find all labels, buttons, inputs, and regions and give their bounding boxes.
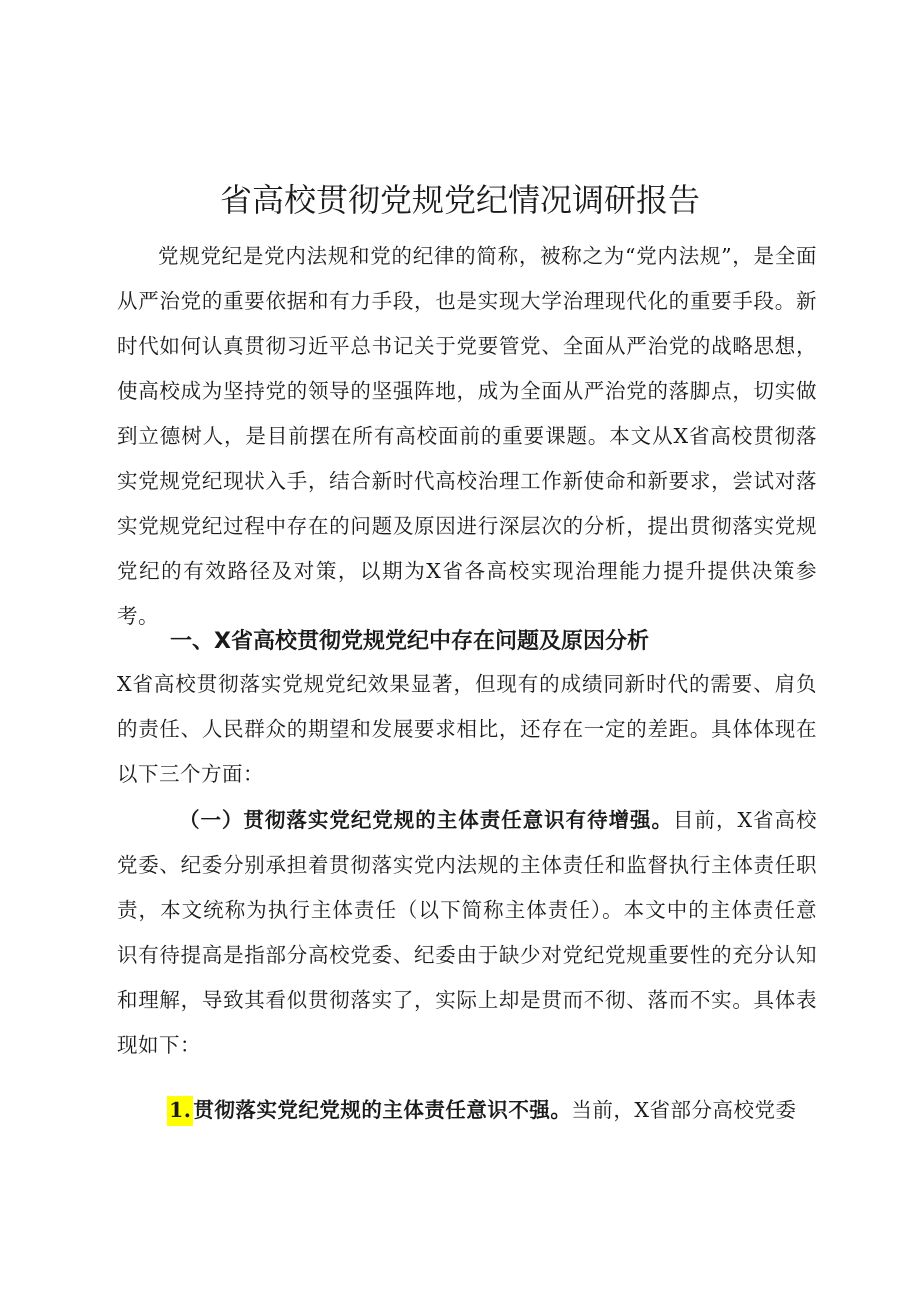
subsection-heading: （一）贯彻落实党纪党规的主体责任意识有待增强。 xyxy=(179,808,674,832)
section-intro-paragraph: X省高校贯彻落实党规党纪效果显著，但现有的成绩同新时代的需要、肩负的责任、人民群众的期望和发展要求相比，还存在一定的差距。具体体现在以下三个方面： xyxy=(117,672,817,786)
intro-paragraph: 党规党纪是党内法规和党的纪律的简称，被称之为“党内法规”，是全面从严治党的重要依据和有力手段，也是实现大学治理现代化的重要手段。新时代如何认真贯彻习近平总书记关于党要管党、全面从严治党的战略思想，使高校成为坚持党的领导的坚强阵地，成为全面从严治党的落脚点，切实做到立德树人，是目前摆在所有高校面前的重要课题。本文从X省高校贯彻落实党规党纪现状入手，结合新时代高校治理工作新使命和新要求，尝试对落实党规党纪过程中存在的问题及原因进行深层次的分析，提出贯彻落实党规党纪的有效路径及对策，以期为X省各高校实现治理能力提升提供决策参考。 xyxy=(117,244,817,628)
list-item-paragraph xyxy=(167,1088,817,1133)
list-item-body: 当前，X省部分高校党委 xyxy=(571,1098,797,1122)
document-title: 省高校贯彻党规党纪情况调研报告 xyxy=(219,181,700,219)
list-item-heading: 贯彻落实党纪党规的主体责任意识不强。 xyxy=(193,1098,572,1122)
subsection-paragraph xyxy=(117,798,817,1068)
subsection-body: 目前，X省高校党委、纪委分别承担着贯彻落实党内法规的主体责任和监督执行主体责任职责，本文统称为执行主体责任（以下简称主体责任）。本文中的主体责任意识有待提高是指部分高校党委、纪委由于缺少对党纪党规重要性的充分认知和理解，导致其看似贯彻落实了，实际上却是贯而不彻、落而不实。具体表现如下： xyxy=(117,808,817,1057)
section-heading: 一、X省高校贯彻党规党纪中存在问题及原因分析 xyxy=(170,629,649,654)
list-item-number: 1. xyxy=(167,1096,193,1126)
